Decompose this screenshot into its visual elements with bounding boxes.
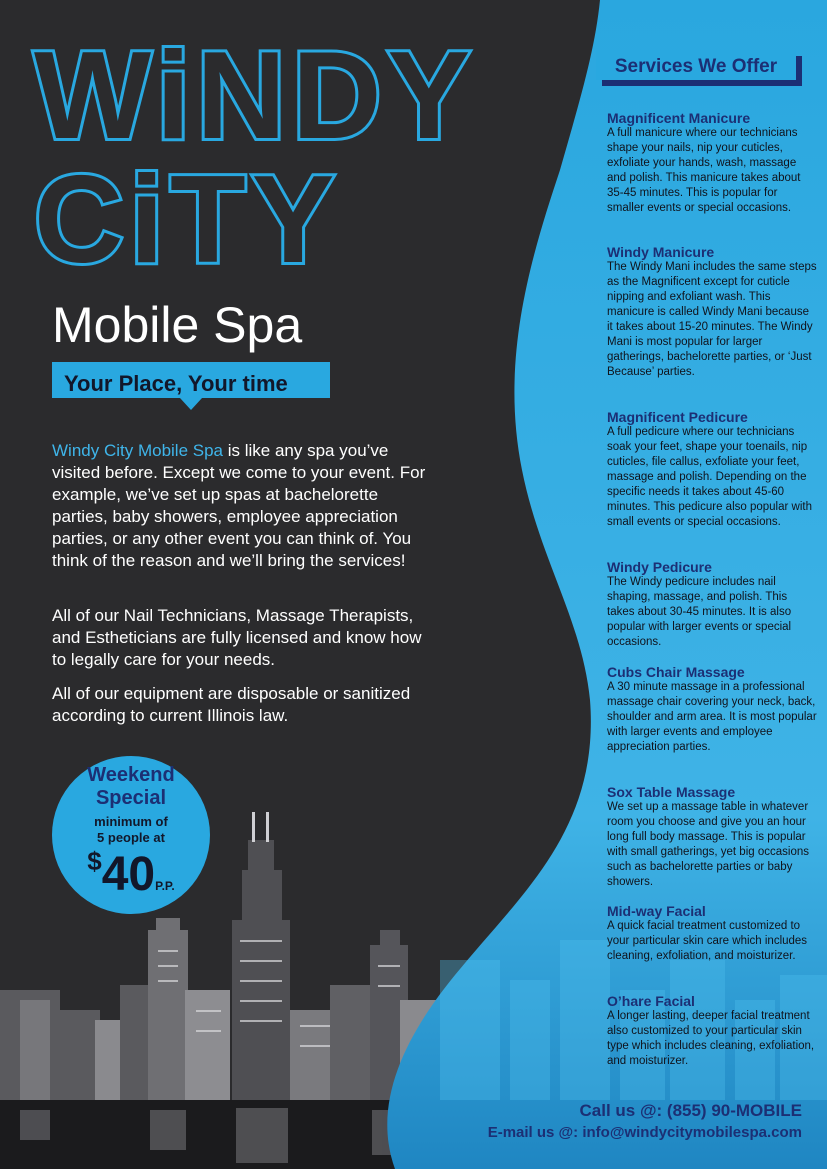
service-description: A quick facial treatment customized to your particular skin care which includes cleaning, exfoliation, and moisturizer.: [607, 920, 808, 962]
service-name: Windy Pedicure: [607, 559, 712, 575]
service-description: The Windy Mani includes the same steps as the Magnificent except for cuticle nipping and exfoliant wash. This manicure is called Windy Mani because it takes about 15-20 minutes. The Windy Mani is most popular for larger gatherings, bachelorette parties, or ‘Just Because’ parties.: [607, 261, 817, 378]
special-amount: 40: [101, 848, 156, 901]
service-windy-manicure: [607, 244, 817, 380]
services-banner: [596, 50, 802, 86]
contact-info: [488, 1100, 802, 1144]
brand-title-line1: WiNDY: [34, 27, 477, 165]
contact-phone: Call us @: (855) 90-MOBILE: [579, 1101, 802, 1120]
service-name: Cubs Chair Massage: [607, 664, 745, 680]
brand-highlight: Windy City Mobile Spa: [52, 441, 224, 460]
special-currency: $: [87, 846, 102, 876]
service-ohare-facial: [607, 993, 817, 1069]
service-description: We set up a massage table in whatever room you choose and give you an hour long full body massage. This is popular with small gatherings, yet big occasions such as bachelorette parties or baby showers.: [607, 801, 809, 888]
special-detail-line2: 5 people at: [97, 830, 165, 845]
weekend-special-badge: [52, 756, 210, 914]
special-title-line1: Weekend: [87, 764, 175, 786]
service-name: O’hare Facial: [607, 993, 695, 1009]
special-price: [52, 846, 210, 902]
service-description: The Windy pedicure includes nail shaping, massage, and polish. This takes about 30-45 minutes. It is also popular with larger events or special occasions.: [607, 576, 792, 648]
service-sox-table-massage: [607, 784, 817, 890]
service-description: A 30 minute massage in a professional massage chair covering your neck, back, shoulder and arm area. It is most popular with larger events and employee appreciation parties.: [607, 681, 817, 753]
intro-paragraph-2: All of our Nail Technicians, Massage Therapists, and Estheticians are fully licensed and know how to legally care for your needs.: [52, 606, 422, 669]
service-name: Magnificent Pedicure: [607, 409, 748, 425]
brand-title-line2: CiTY: [34, 151, 341, 289]
contact-email: E-mail us @: info@windycitymobilespa.com: [487, 1124, 802, 1141]
service-magnificent-manicure: [607, 110, 817, 216]
service-magnificent-pedicure: [607, 409, 817, 530]
service-name: Mid-way Facial: [607, 903, 706, 919]
subtitle: Mobile Spa: [52, 297, 303, 353]
special-unit: P.P.: [155, 879, 175, 893]
service-cubs-chair-massage: [607, 664, 817, 755]
service-mid-way-facial: [607, 903, 817, 964]
service-name: Magnificent Manicure: [607, 110, 751, 126]
intro-paragraph-1-text: is like any spa you’ve visited before. Except we come to your event. For example, we’ve set up spas at bachelorette parties, baby showers, employee appreciation parties, or any other event you can think of. You think of the reason and we’ll bring the services!: [52, 441, 426, 570]
special-detail: [52, 814, 210, 846]
services-heading: Services We Offer: [614, 56, 778, 77]
special-title-line2: Special: [95, 787, 167, 809]
service-description: A full pedicure where our technicians soak your feet, shape your toenails, nip cuticles, file callus, exfoliate your feet, massage and polish. Depending on the specific needs it takes about 45-60 minutes. This pedicure also popular with small events or special occasions.: [607, 426, 812, 528]
service-name: Windy Manicure: [607, 244, 715, 260]
intro-paragraph-1: [52, 440, 438, 572]
service-name: Sox Table Massage: [607, 784, 736, 800]
special-detail-line1: minimum of: [94, 814, 168, 829]
intro-paragraph-3: All of our equipment are disposable or sanitized according to current Illinois law.: [52, 684, 411, 725]
tagline-text: Your Place, Your time: [64, 371, 288, 396]
service-description: A full manicure where our technicians shape your nails, nip your cuticles, exfoliate your hands, wash, massage and polish. This manicure takes about 35-45 minutes. This is popular for smaller events or special occasions.: [607, 127, 801, 214]
service-windy-pedicure: [607, 559, 817, 650]
special-title: [52, 764, 210, 810]
service-description: A longer lasting, deeper facial treatment also customized to your particular skin type which includes cleaning, exfoliation, and moisturizer.: [607, 1010, 815, 1067]
tagline-banner: [52, 362, 330, 412]
